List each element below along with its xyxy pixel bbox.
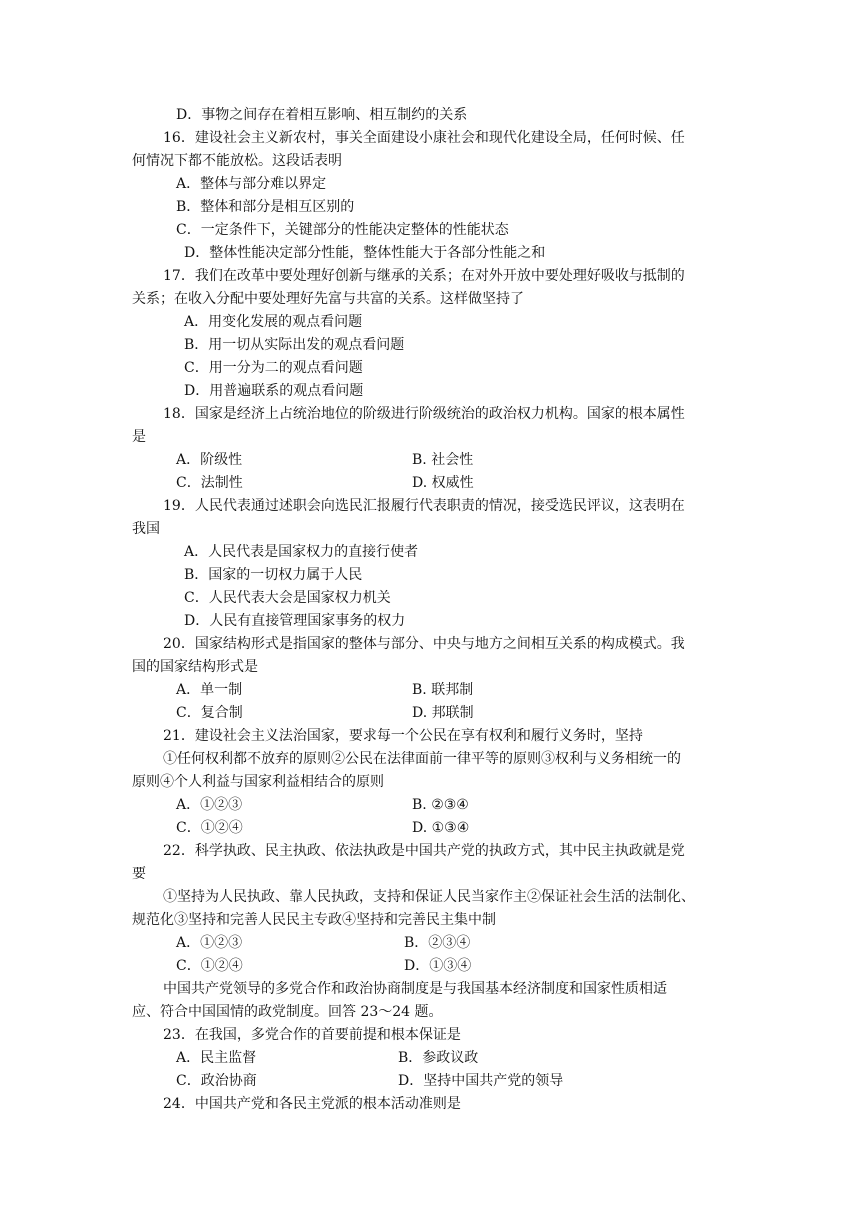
q21-option-row-2 xyxy=(176,817,470,840)
q17-stem-line-2: 关系；在收入分配中要处理好先富与共富的关系。这样做坚持了 xyxy=(132,291,524,307)
q18-stem-line-1: 18．国家是经济上占统治地位的阶级进行阶级统治的政治权力机构。国家的根本属性 xyxy=(163,406,685,422)
q16-option-c: C．一定条件下，关键部分的性能决定整体的性能状态 xyxy=(176,222,509,238)
q16-stem-line-1: 16．建设社会主义新农村，事关全面建设小康社会和现代化建设全局，任何时候、任 xyxy=(163,130,685,146)
q20-stem-line-1: 20．国家结构形式是指国家的整体与部分、中央与地方之间相互关系的构成模式。我 xyxy=(163,636,685,652)
q15-option-d: D．事物之间存在着相互影响、相互制约的关系 xyxy=(176,107,468,123)
q23-option-row-1 xyxy=(176,1047,479,1070)
q18-option-row-1 xyxy=(176,449,474,472)
q21-stem-line-2: ①任何权利都不放弃的原则②公民在法律面前一律平等的原则③权利与义务相统一的 xyxy=(163,751,681,767)
q17-stem-line-1: 17．我们在改革中要处理好创新与继承的关系；在对外开放中要处理好吸收与抵制的 xyxy=(163,268,685,284)
q19-option-d: D．人民有直接管理国家事务的权力 xyxy=(184,613,406,629)
q18-option-row-2 xyxy=(176,472,474,495)
q19-option-b: B．国家的一切权力属于人民 xyxy=(184,567,363,583)
q20-option-d: D. 邦联制 xyxy=(412,705,474,721)
q19-stem-line-2: 我国 xyxy=(132,521,160,537)
q23-option-c: C．政治协商 xyxy=(176,1073,257,1089)
q18-stem-line-2: 是 xyxy=(132,429,146,445)
q21-option-b: B. ②③④ xyxy=(412,797,469,813)
q22-option-c: C．①②④ xyxy=(176,958,243,974)
q17-option-d: D．用普遍联系的观点看问题 xyxy=(184,383,364,399)
q22-stem-line-3: ①坚持为人民执政、靠人民执政，支持和保证人民当家作主②保证社会生活的法制化、 xyxy=(163,889,695,905)
q20-option-row-1 xyxy=(176,679,474,702)
passage-line-2: 应、符合中国国情的政党制度。回答 23～24 题。 xyxy=(132,1004,443,1020)
q22-stem-line-2: 要 xyxy=(132,866,146,882)
q19-option-c: C．人民代表大会是国家权力机关 xyxy=(184,590,391,606)
q21-stem-line-3: 原则④个人利益与国家利益相结合的原则 xyxy=(132,774,384,790)
q18-option-a: A．阶级性 xyxy=(176,452,243,468)
q22-option-d: D．①③④ xyxy=(404,958,472,974)
q21-stem-line-1: 21．建设社会主义法治国家，要求每一个公民在享有权利和履行义务时，坚持 xyxy=(163,728,643,744)
q16-stem-line-2: 何情况下都不能放松。这段话表明 xyxy=(132,153,342,169)
q20-option-row-2 xyxy=(176,702,474,725)
passage-line-1: 中国共产党领导的多党合作和政治协商制度是与我国基本经济制度和国家性质相适 xyxy=(163,981,667,997)
q18-option-b: B. 社会性 xyxy=(412,452,474,468)
q20-option-a: A．单一制 xyxy=(176,682,243,698)
q20-stem-line-2: 国的国家结构形式是 xyxy=(132,659,258,675)
q23-option-a: A．民主监督 xyxy=(176,1050,257,1066)
q22-option-row-2 xyxy=(176,955,472,978)
q22-stem-line-1: 22．科学执政、民主执政、依法执政是中国共产党的执政方式，其中民主执政就是党 xyxy=(163,843,685,859)
q23-option-d: D．坚持中国共产党的领导 xyxy=(398,1073,564,1089)
q17-option-c: C．用一分为二的观点看问题 xyxy=(184,360,363,376)
q20-option-b: B. 联邦制 xyxy=(412,682,474,698)
q21-option-row-1 xyxy=(176,794,469,817)
q18-option-c: C．法制性 xyxy=(176,475,243,491)
q23-option-row-2 xyxy=(176,1070,564,1093)
q21-option-c: C．①②④ xyxy=(176,820,243,836)
q22-option-a: A．①②③ xyxy=(176,935,243,951)
q17-option-b: B．用一切从实际出发的观点看问题 xyxy=(184,337,405,353)
q20-option-c: C．复合制 xyxy=(176,705,243,721)
q16-option-b: B．整体和部分是相互区别的 xyxy=(176,199,355,215)
q18-option-d: D. 权威性 xyxy=(412,475,474,491)
q21-option-a: A．①②③ xyxy=(176,797,243,813)
q21-option-d: D. ①③④ xyxy=(412,820,470,836)
q19-stem-line-1: 19．人民代表通过述职会向选民汇报履行代表职责的情况，接受选民评议，这表明在 xyxy=(163,498,685,514)
q23-option-b: B．参政议政 xyxy=(398,1050,479,1066)
q17-option-a: A．用变化发展的观点看问题 xyxy=(184,314,363,330)
q24-stem-line-1: 24．中国共产党和各民主党派的根本活动准则是 xyxy=(163,1096,461,1112)
q22-stem-line-4: 规范化③坚持和完善人民民主专政④坚持和完善民主集中制 xyxy=(132,912,496,928)
q16-option-a: A．整体与部分难以界定 xyxy=(176,176,327,192)
q22-option-row-1 xyxy=(176,932,471,955)
q19-option-a: A．人民代表是国家权力的直接行使者 xyxy=(184,544,419,560)
q22-option-b: B．②③④ xyxy=(404,935,471,951)
q23-stem-line-1: 23．在我国，多党合作的首要前提和根本保证是 xyxy=(163,1027,461,1043)
q16-option-d: D．整体性能决定部分性能，整体性能大于各部分性能之和 xyxy=(184,245,546,261)
